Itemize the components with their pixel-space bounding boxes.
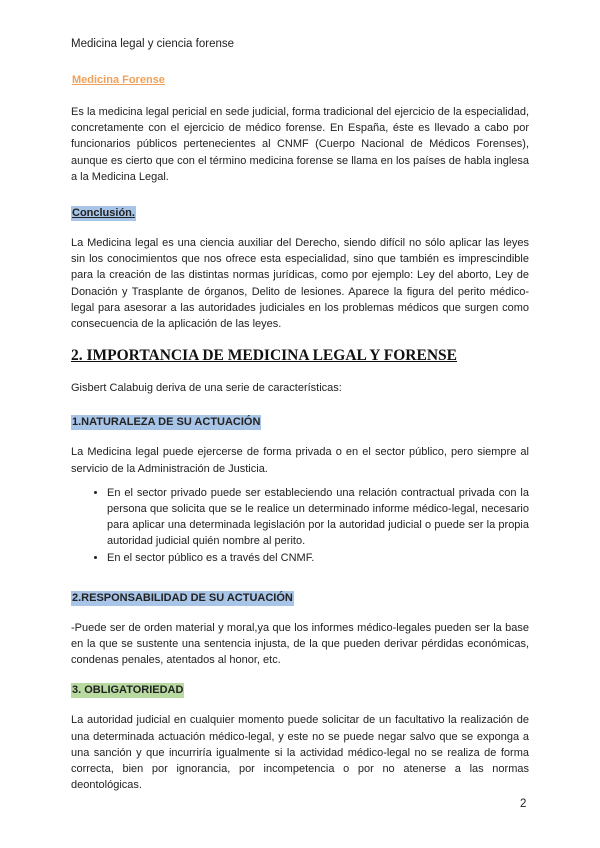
paragraph-obligatoriedad: La autoridad judicial en cualquier momento puede solicitar de un facultativo la realización de una determinada actuación médico-legal, y este no se puede negar salvo que se exponga a una sanción y que incurriría igualmente si la actividad médico-legal no se realiza de forma correcta, bien por ignorancia, por incompetencia o por no atenerse a las normas deontológicas. bbox=[71, 714, 529, 792]
paragraph-chapter-intro: Gisbert Calabuig deriva de una serie de características: bbox=[71, 382, 342, 395]
section-title-obligatoriedad: 3. OBLIGATORIEDAD bbox=[72, 684, 184, 697]
paragraph-responsabilidad: -Puede ser de orden material y moral,ya que los informes médico-legales pueden ser la base en la que se sustente una sentencia injusta, de la que pueden derivar pérdidas económicas, condenas penales, atentados al honor, etc. bbox=[71, 621, 529, 667]
list-item: • En el sector público es a través del CNMF. bbox=[107, 550, 529, 566]
page-number: 2 bbox=[520, 798, 527, 810]
bullet-list bbox=[71, 485, 529, 566]
running-header: Medicina legal y ciencia forense bbox=[71, 38, 235, 50]
section-title-naturaleza: 1.NATURALEZA DE SU ACTUACIÓN bbox=[72, 416, 261, 429]
paragraph-naturaleza: La Medicina legal puede ejercerse de forma privada o en el sector público, pero siempre al servicio de la Administración de Justicia. bbox=[71, 446, 529, 475]
paragraph-medicina-forense: Es la medicina legal pericial en sede judicial, forma tradicional del ejercicio de la especialidad, concretamente con el ejercicio de médico forense. En España, éste es llevado a cabo por funcionarios públicos pertenecientes al CNMF (Cuerpo Nacional de Médicos Forenses), aunque es cierto que con el término medicina forense se llama en los países de habla inglesa a la Medicina Legal. bbox=[71, 106, 529, 183]
chapter-heading: 2. IMPORTANCIA DE MEDICINA LEGAL Y FORENSE bbox=[71, 347, 457, 365]
list-item: • En el sector privado puede ser estableciendo una relación contractual privada con la persona que solicita que se le realice un determinado informe médico-legal, necesario para aplicar una determinada legislación por la autoridad judicial o puede ser la propia autoridad judicial quién nombre al perito. bbox=[107, 485, 529, 550]
section-title-medicina-forense: Medicina Forense bbox=[72, 74, 165, 86]
section-title-conclusion: Conclusión. bbox=[72, 207, 135, 220]
paragraph-conclusion: La Medicina legal es una ciencia auxiliar del Derecho, siendo difícil no sólo aplicar las leyes sin los conocimientos que nos ofrece esta especialidad, sino que también es imprescindible para la creación de las distintas normas jurídicas, como por ejemplo: Ley del aborto, Ley de Donación y Trasplante de órganos, Delito de lesiones. Aparece la figura del perito médico-legal para asesorar a las autoridades judiciales en los problemas médicos que surgen como consecuencia de la aplicación de las leyes. bbox=[71, 237, 529, 331]
section-title-responsabilidad: 2.RESPONSABILIDAD DE SU ACTUACIÓN bbox=[72, 591, 293, 604]
page-content bbox=[71, 70, 529, 793]
